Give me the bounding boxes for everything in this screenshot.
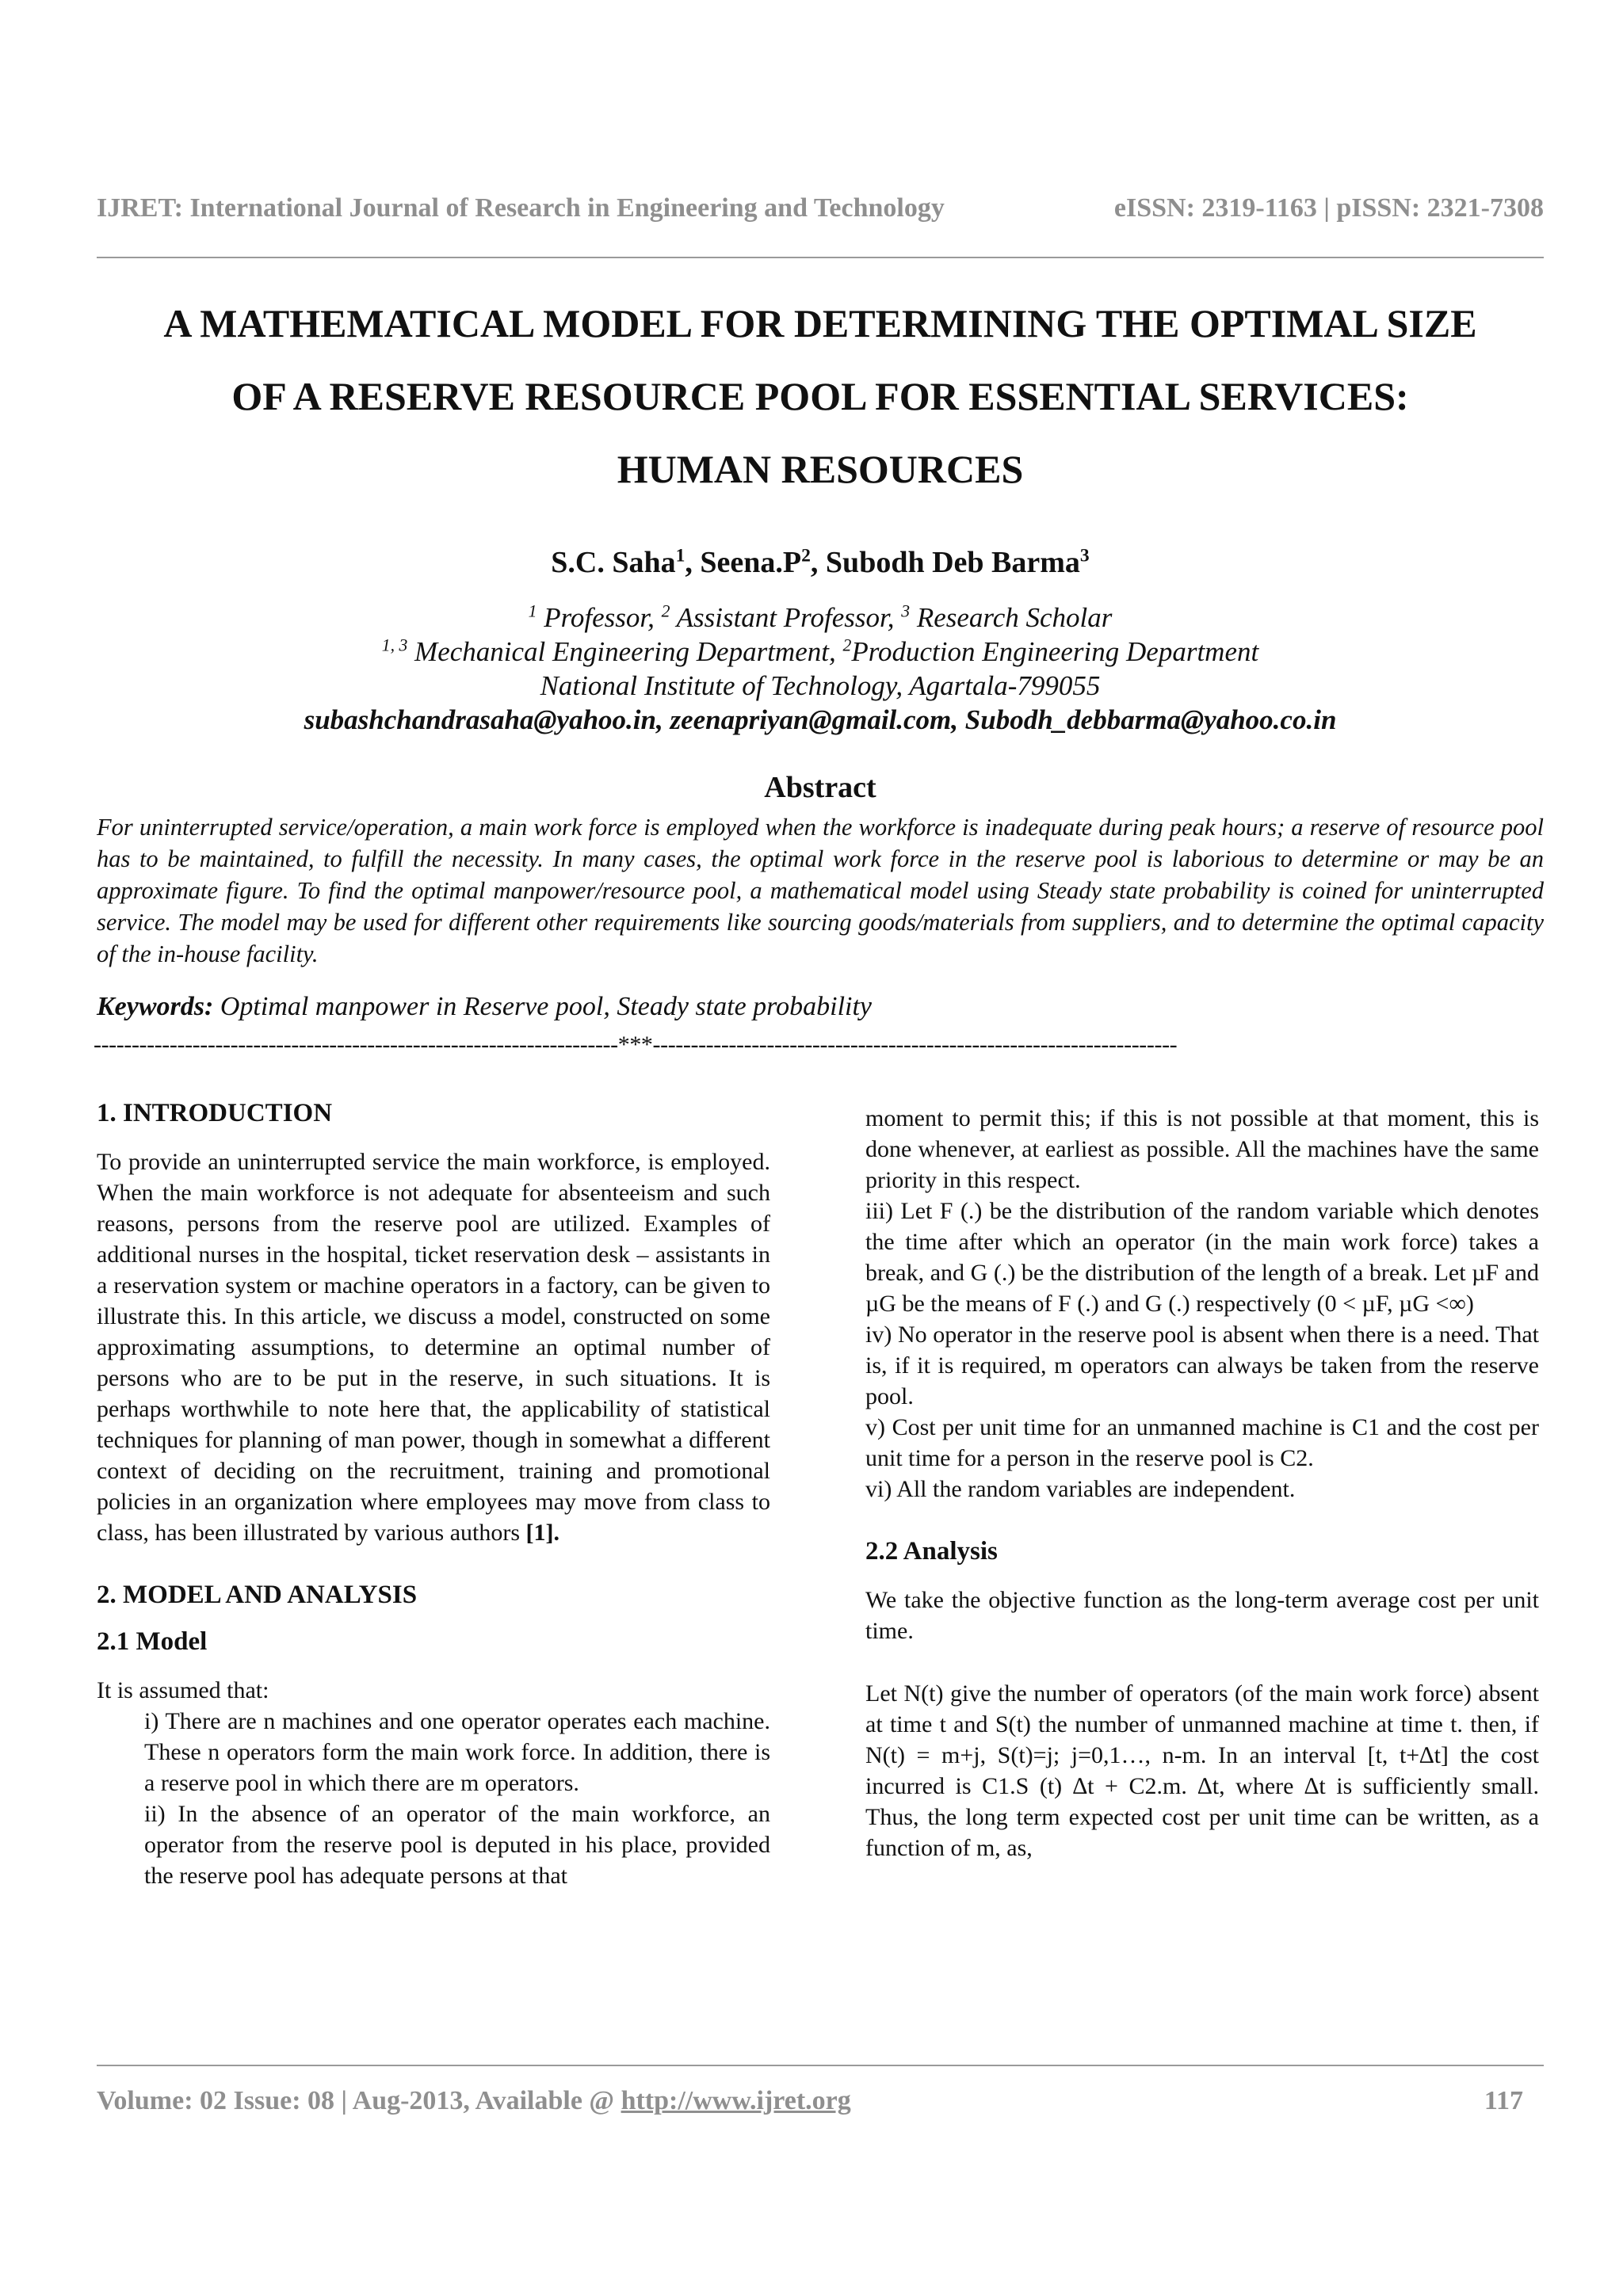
keywords-text: Optimal manpower in Reserve pool, Steady state probability — [213, 992, 873, 1021]
author-sup: 3 — [1079, 545, 1090, 566]
assumption-intro: It is assumed that: — [97, 1677, 269, 1703]
role-text: Professor, — [537, 602, 662, 633]
keywords-label: Keywords: — [97, 992, 214, 1021]
running-header — [97, 193, 1544, 223]
page-number: 117 — [1484, 2086, 1523, 2115]
author-separator: , — [810, 546, 826, 579]
author-sup: 2 — [801, 545, 811, 566]
issn-info: eISSN: 2319-1163 | pISSN: 2321-7308 — [1113, 193, 1544, 223]
assumption-vi: vi) All the random variables are independent. — [865, 1476, 1296, 1502]
dept-text: Production Engineering Department — [851, 636, 1259, 667]
section-separator: ---------------------------------------------------------------------***--------------------------------------------------------------------- — [94, 1032, 1178, 1058]
dept-sup: 1, 3 — [381, 635, 408, 655]
author-sup: 1 — [675, 545, 685, 566]
analysis-heading: 2.2 Analysis — [865, 1537, 998, 1566]
author-list — [97, 545, 1544, 580]
journal-name: IJRET: International Journal of Research in Engineering and Technology — [97, 193, 945, 223]
author-name: Seena.P — [700, 546, 802, 579]
model-heading: 2. MODEL AND ANALYSIS — [97, 1581, 418, 1609]
assumption-iii: iii) Let F (.) be the distribution of the random variable which denotes the time after which an operator (in the main work force) takes a break, and G (.) be the distribution of the length of a break. Let µF and µG be the means of F (.) and G (.) respectively (0 < µF, µG <∞) — [865, 1198, 1539, 1317]
author-emails: subashchandrasaha@yahoo.in, zeenapriyan@gmail.com, Subodh_debbarma@yahoo.co.in — [304, 704, 1337, 735]
role-text: Research Scholar — [910, 602, 1113, 633]
role-text: Assistant Professor, — [670, 602, 902, 633]
running-footer — [97, 2086, 1523, 2116]
assumption-v: v) Cost per unit time for an unmanned machine is C1 and the cost per unit time for a person in the reserve pool is C2. — [865, 1414, 1539, 1471]
abstract-text: For uninterrupted service/operation, a main work force is employed when the workforce is inadequate during peak hours; a reserve of resource pool has to be maintained, to fulfill the necessity. In many cases, the optimal work force in the reserve pool is laborious to determine or may be an approximate figure. To find the optimal manpower/resource pool, a mathematical model using Steady state probability is coined for uninterrupted service. The model may be used for different other requirements like sourcing goods/materials from suppliers, and to determine the optimal capacity of the in-house facility. — [97, 814, 1544, 967]
model-subheading: 2.1 Model — [97, 1627, 208, 1656]
title-line-2: OF A RESERVE RESOURCE POOL FOR ESSENTIAL SERVICES: — [231, 374, 1409, 418]
keywords — [97, 992, 1544, 1022]
dept-sup: 2 — [842, 635, 852, 655]
author-name: Subodh Deb Barma — [825, 546, 1080, 579]
affiliations — [97, 601, 1544, 737]
departments — [97, 635, 1544, 669]
header-rule — [97, 257, 1544, 258]
intro-reference: [1]. — [525, 1520, 560, 1546]
analysis-paragraph-1: We take the objective function as the long-term average cost per unit time. — [865, 1587, 1539, 1644]
title-line-3: HUMAN RESOURCES — [617, 447, 1024, 491]
assumption-i: i) There are n machines and one operator operates each machine. These n operators form the main work force. In addition, there is a reserve pool in which there are m operators. — [144, 1708, 770, 1796]
intro-paragraph — [97, 1146, 770, 1548]
intro-text: To provide an uninterrupted service the main workforce, is employed. When the main workforce is not adequate for absenteeism and such reasons, persons from the reserve pool are utilized. Examples of additional nurses in the hospital, ticket reservation desk – assistants in a reservation system or machine operators in a factory, can be given to illustrate this. In this article, we discuss a model, constructed on some approximating assumptions, to determine an optimal number of persons who are to be put in the reserve, in such situations. It is perhaps worthwhile to note here that, the applicability of statistical techniques for planning of man power, though in somewhat a different context of deciding on the recruitment, training and promotional policies in an organization where employees may move from class to class, has been illustrated by various authors — [97, 1149, 770, 1546]
abstract-heading: Abstract — [764, 771, 876, 804]
institute: National Institute of Technology, Agartala-799055 — [540, 670, 1101, 701]
footer-volume-text: Volume: 02 Issue: 08 | Aug-2013, Available @ — [97, 2086, 621, 2115]
right-column — [865, 1103, 1539, 1863]
footer-volume — [97, 2086, 851, 2116]
author-name: S.C. Saha — [551, 546, 676, 579]
author-separator: , — [685, 546, 701, 579]
left-column — [97, 1098, 770, 1891]
journal-link[interactable]: http://www.ijret.org — [621, 2086, 851, 2115]
paper-title — [97, 287, 1544, 505]
intro-heading: 1. INTRODUCTION — [97, 1099, 333, 1127]
title-line-1: A MATHEMATICAL MODEL FOR DETERMINING THE OPTIMAL SIZE — [163, 301, 1477, 345]
role-sup: 1 — [528, 601, 537, 621]
assumption-iv: iv) No operator in the reserve pool is absent when there is a need. That is, if it is required, m operators can always be taken from the reserve pool. — [865, 1322, 1539, 1409]
assumption-ii-continued: moment to permit this; if this is not possible at that moment, this is done whenever, at earliest as possible. All the machines have the same priority in this respect. — [865, 1105, 1539, 1193]
role-sup: 3 — [901, 601, 911, 621]
dept-text: Mechanical Engineering Department, — [407, 636, 843, 667]
role-sup: 2 — [661, 601, 670, 621]
author-roles — [97, 601, 1544, 635]
footer-rule — [97, 2065, 1544, 2066]
analysis-paragraph-2: Let N(t) give the number of operators (of the main work force) absent at time t and S(t) the number of unmanned machine at time t. then, if N(t) = m+j, S(t)=j; j=0,1…, n-m. In an interval [t, t+∆t] the cost incurred is C1.S (t) ∆t + C2.m. ∆t, where ∆t is sufficiently small. Thus, the long term expected cost per unit time can be written, as a function of m, as, — [865, 1680, 1539, 1861]
assumption-ii: ii) In the absence of an operator of the main workforce, an operator from the reserve pool is deputed in his place, provided the reserve pool has adequate persons at that — [144, 1801, 770, 1889]
